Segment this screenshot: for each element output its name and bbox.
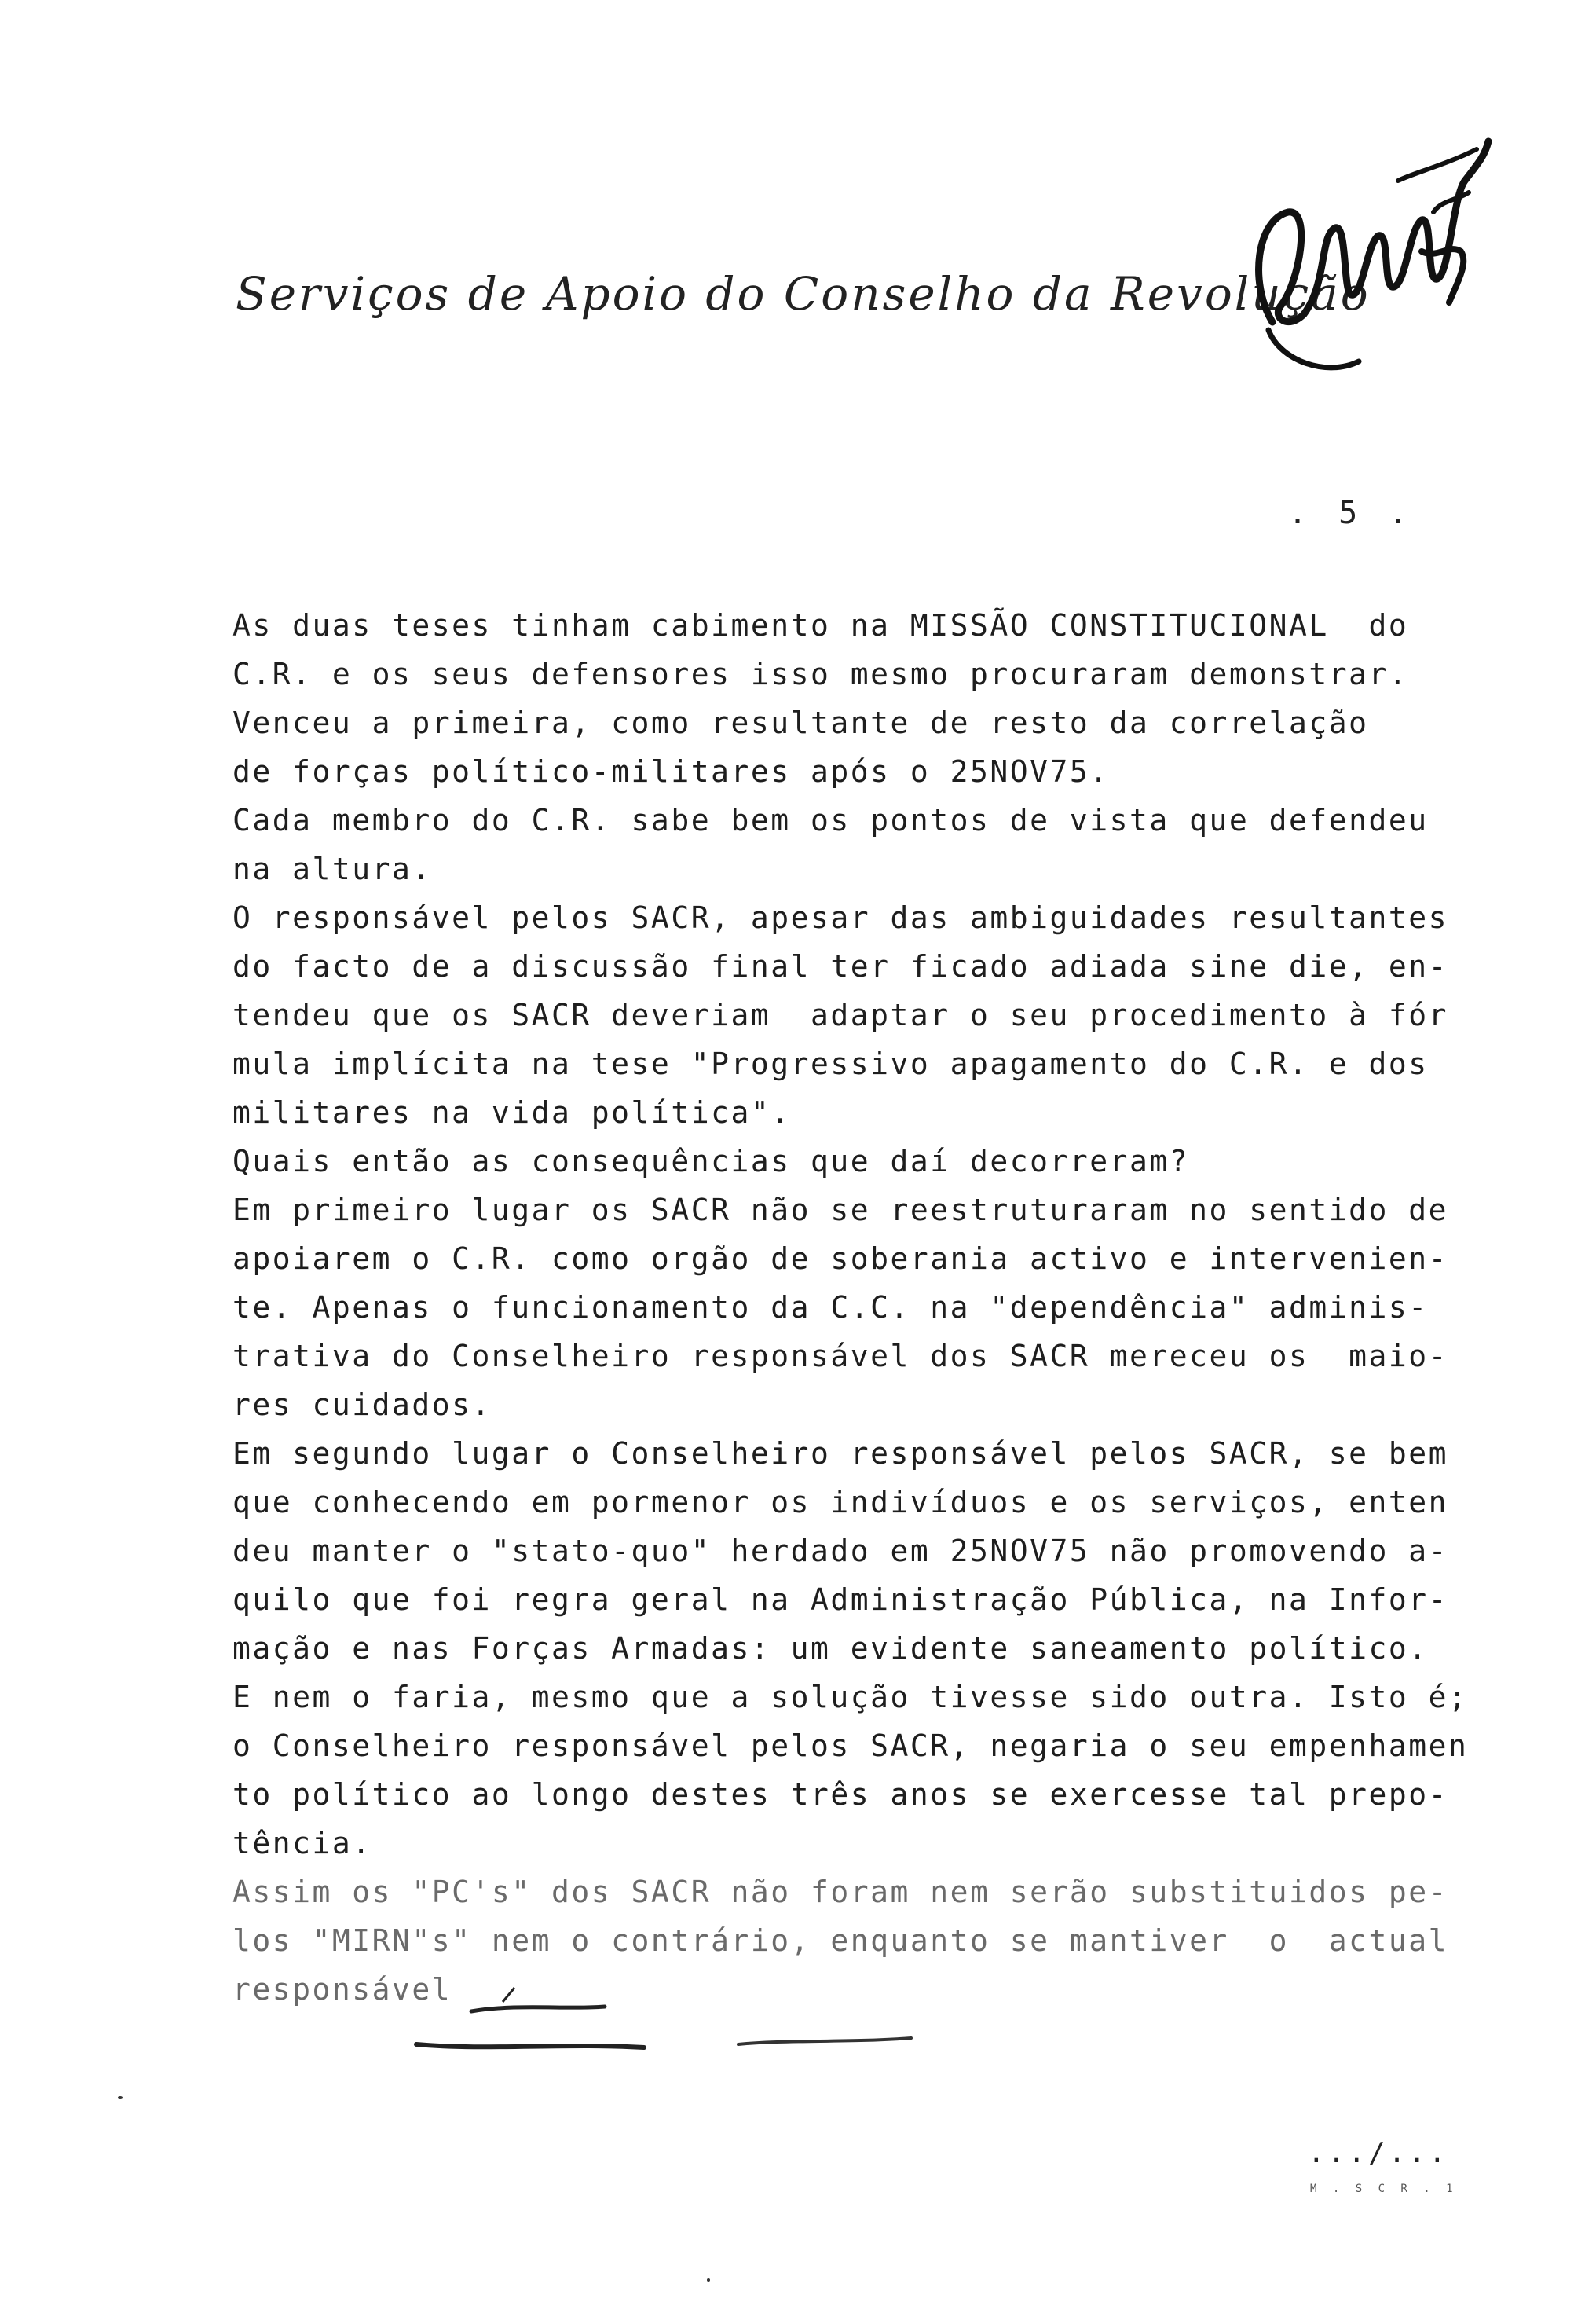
text-line: O responsável pelos SACR, apesar das ambiguidades resultantes (232, 900, 1449, 935)
text-line: Assim os "PC's" dos SACR não foram nem serão substituidos pe- (232, 1875, 1449, 1909)
text-line: quilo que foi regra geral na Administração Pública, na Infor- (232, 1582, 1449, 1617)
body-text (232, 601, 1469, 2014)
letterhead-title: Serviços de Apoio do Conselho da Revolução (236, 267, 1371, 321)
handwritten-signature (1225, 126, 1508, 409)
text-line: apoiarem o C.R. como orgão de soberania activo e intervenien- (232, 1241, 1449, 1276)
text-line: mação e nas Forças Armadas: um evidente saneamento político. (232, 1631, 1429, 1666)
text-line: de forças político-militares após o 25NOV75. (232, 754, 1110, 789)
text-line: mula implícita na tese "Progressivo apagamento do C.R. e dos (232, 1047, 1429, 1081)
text-line: to político ao longo destes três anos se exercesse tal prepo- (232, 1777, 1449, 1812)
footer-stamp: M . S C R . 1 (1310, 2183, 1458, 2195)
text-line: deu manter o "stato-quo" herdado em 25NOV75 não promovendo a- (232, 1534, 1449, 1568)
text-line: do facto de a discussão final ter ficado adiada sine die, en- (232, 949, 1449, 984)
text-line: Cada membro do C.R. sabe bem os pontos de vista que defendeu (232, 803, 1429, 838)
scan-speck (707, 2278, 710, 2282)
text-line: Em segundo lugar o Conselheiro responsável pelos SACR, se bem (232, 1436, 1449, 1471)
text-line: que conhecendo em pormenor os indivíduos e os serviços, enten (232, 1485, 1449, 1519)
text-line: Quais então as consequências que daí decorreram? (232, 1144, 1190, 1178)
continuation-marker: .../... (1308, 2137, 1449, 2169)
text-line: E nem o faria, mesmo que a solução tivesse sido outra. Isto é; (232, 1680, 1469, 1714)
text-line: As duas teses tinham cabimento na MISSÃO CONSTITUCIONAL do (232, 608, 1409, 643)
text-line: na altura. (232, 852, 432, 886)
text-line: tência. (232, 1826, 372, 1860)
ink-smudge (236, 1956, 990, 2066)
text-line: Venceu a primeira, como resultante de resto da correlação (232, 706, 1369, 740)
text-line: C.R. e os seus defensores isso mesmo procuraram demonstrar. (232, 657, 1409, 691)
page-number: . 5 . (1288, 495, 1415, 531)
text-line: te. Apenas o funcionamento da C.C. na "dependência" adminis- (232, 1290, 1429, 1325)
text-line: Em primeiro lugar os SACR não se reestruturaram no sentido de (232, 1193, 1449, 1227)
text-line: res cuidados. (232, 1387, 492, 1422)
scan-speck (118, 2096, 123, 2099)
text-line: tendeu que os SACR deveriam adaptar o seu procedimento à fór (232, 998, 1449, 1032)
text-line: trativa do Conselheiro responsável dos SACR mereceu os maio- (232, 1339, 1449, 1373)
text-line: militares na vida política". (232, 1095, 791, 1130)
text-line: o Conselheiro responsável pelos SACR, negaria o seu empenhamen (232, 1728, 1469, 1763)
text-line: los "MIRN"s" nem o contrário, enquanto se mantiver o actual (232, 1923, 1449, 1958)
text-line: responsável (232, 1972, 452, 2007)
